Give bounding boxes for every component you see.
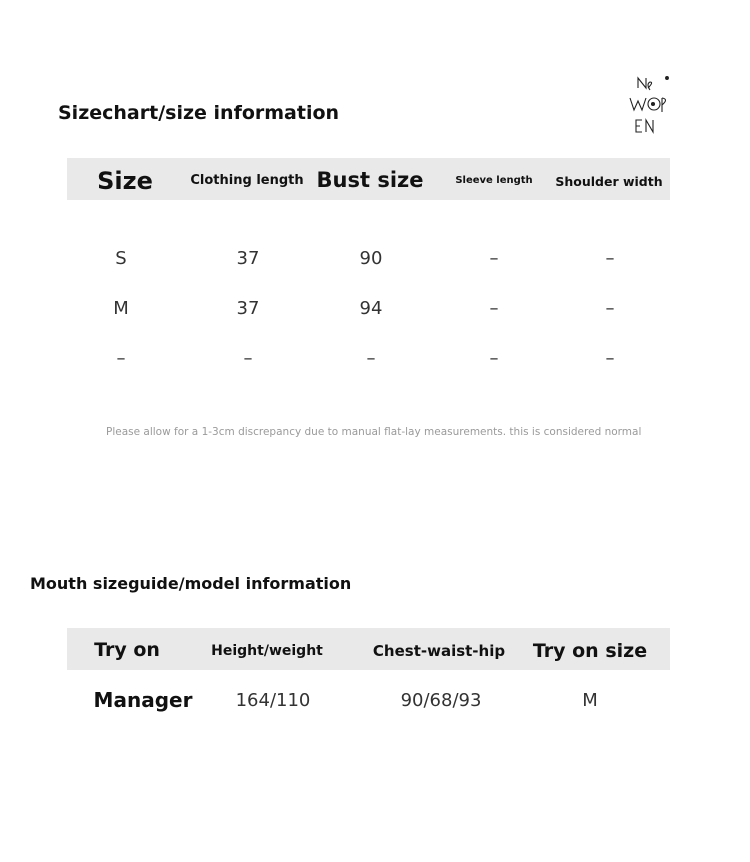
size-chart-cell: –	[489, 248, 499, 269]
size-chart-header-size: Size	[97, 167, 153, 195]
model-info-header-height-weight: Height/weight	[211, 643, 323, 659]
model-name: Manager	[93, 688, 193, 712]
size-chart-cell: –	[605, 298, 615, 319]
size-chart-cell: 94	[359, 298, 383, 319]
model-chest-waist-hip: 90/68/93	[400, 690, 482, 711]
size-chart-cell: –	[116, 348, 126, 369]
model-info-title: Mouth sizeguide/model information	[30, 574, 352, 593]
measurement-note: Please allow for a 1-3cm discrepancy due to manual flat-lay measurements. this is considered normal	[106, 426, 642, 438]
model-info-header-try-on-size: Try on size	[532, 640, 648, 662]
size-chart-cell: S	[115, 248, 127, 269]
size-chart-header-shoulder-width: Shoulder width	[555, 174, 663, 189]
size-chart-cell: 37	[236, 298, 260, 319]
model-info-header-try-on: Try on	[94, 639, 160, 661]
size-chart-cell: 37	[236, 248, 260, 269]
size-chart-cell: M	[113, 298, 129, 319]
model-try-on-size: M	[582, 690, 598, 711]
model-height-weight: 164/110	[235, 690, 311, 711]
size-chart-cell: –	[243, 348, 253, 369]
size-chart-header-bust-size: Bust size	[316, 168, 424, 192]
model-info-header-chest-waist-hip: Chest-waist-hip	[372, 642, 506, 660]
size-chart-cell: –	[489, 348, 499, 369]
size-chart-cell: –	[366, 348, 376, 369]
size-chart-cell: 90	[359, 248, 383, 269]
size-chart-header-sleeve-length: Sleeve length	[455, 175, 533, 186]
size-chart-cell: –	[489, 298, 499, 319]
size-chart-cell: –	[605, 248, 615, 269]
size-chart-cell: –	[605, 348, 615, 369]
brand-logo	[620, 74, 672, 138]
size-chart-title: Sizechart/size information	[58, 102, 340, 124]
size-chart-header-clothing-length: Clothing length	[190, 173, 304, 188]
